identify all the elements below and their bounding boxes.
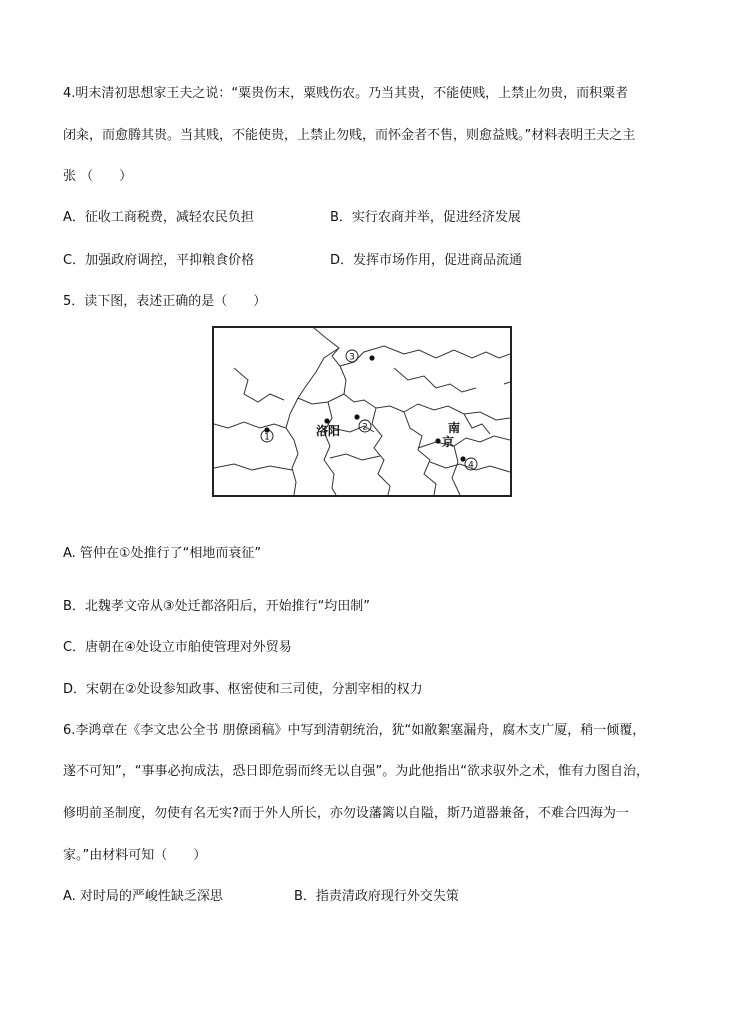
q5-option-b: B．北魏孝文帝从③处迁都洛阳后，开始推行“均田制”	[63, 599, 371, 614]
marker-4-number: 4	[468, 460, 474, 471]
q6-stem-line-4: 家。”由材料可知（ ）	[63, 848, 207, 863]
q5-option-a: A. 管仲在①处推行了“相地而衰征”	[63, 546, 262, 561]
q6-stem-line-1: 6.李鸿章在《李文忠公全书 朋僚函稿》中写到清朝统治，犹“如敝絮塞漏舟，腐木支广厦，稍一倾覆，	[63, 723, 646, 738]
q4-stem-line-1: 4.明末清初思想家王夫之说：“粟贵伤末，粟贱伤农。乃当其贵，不能使贱，上禁止勿贵，而积粟者	[63, 86, 629, 101]
luoyang-dot	[324, 418, 329, 423]
q4-stem-line-3: 张 （ ）	[63, 169, 133, 184]
nanjing-label-nan: 南	[447, 421, 461, 435]
marker-1-number: 1	[264, 432, 270, 443]
china-region-map	[212, 326, 512, 497]
luoyang-label: 洛阳	[315, 424, 341, 438]
q6-stem-line-2: 遂不可知”，“事事必拘成法，恐日即危弱而终无以自强”。为此他指出“欲求驭外之术，惟有力图自治，	[63, 764, 649, 779]
marker-3-number: 3	[349, 352, 355, 363]
nanjing-dot	[435, 438, 440, 443]
q6-stem-line-3: 修明前圣制度，勿使有名无实?而于外人所长，亦勿设藩篱以自隘，斯乃道器兼备，不难合四海为一	[63, 806, 629, 821]
q4-option-d: D．发挥市场作用，促进商品流通	[330, 253, 523, 268]
nanjing-label-jing: 京	[441, 435, 455, 449]
q5-option-c: C．唐朝在④处设立市舶使管理对外贸易	[63, 640, 292, 655]
q6-option-b: B．指责清政府现行外交失策	[294, 889, 459, 904]
q4-option-b: B．实行农商并举，促进经济发展	[330, 210, 521, 225]
q6-option-a: A. 对时局的严峻性缺乏深思	[63, 889, 223, 904]
q4-option-c: C．加强政府调控，平抑粮食价格	[63, 253, 255, 268]
marker-2-dot	[354, 414, 359, 419]
q4-option-a: A．征收工商税费，减轻农民负担	[63, 210, 254, 225]
marker-3-dot	[369, 355, 374, 360]
q5-option-d: D．宋朝在②处设参知政事、枢密使和三司使，分割宰相的权力	[63, 682, 423, 697]
province-borders	[214, 328, 510, 495]
q5-stem: 5．读下图，表述正确的是（ ）	[63, 294, 267, 309]
q4-stem-line-2: 闭籴，而愈腾其贵。当其贱，不能使贵，上禁止勿贱，而怀金者不售，则愈益贱。”材料表明王夫之主	[63, 128, 636, 143]
marker-4-dot	[460, 456, 465, 461]
marker-2-number: 2	[362, 422, 368, 433]
